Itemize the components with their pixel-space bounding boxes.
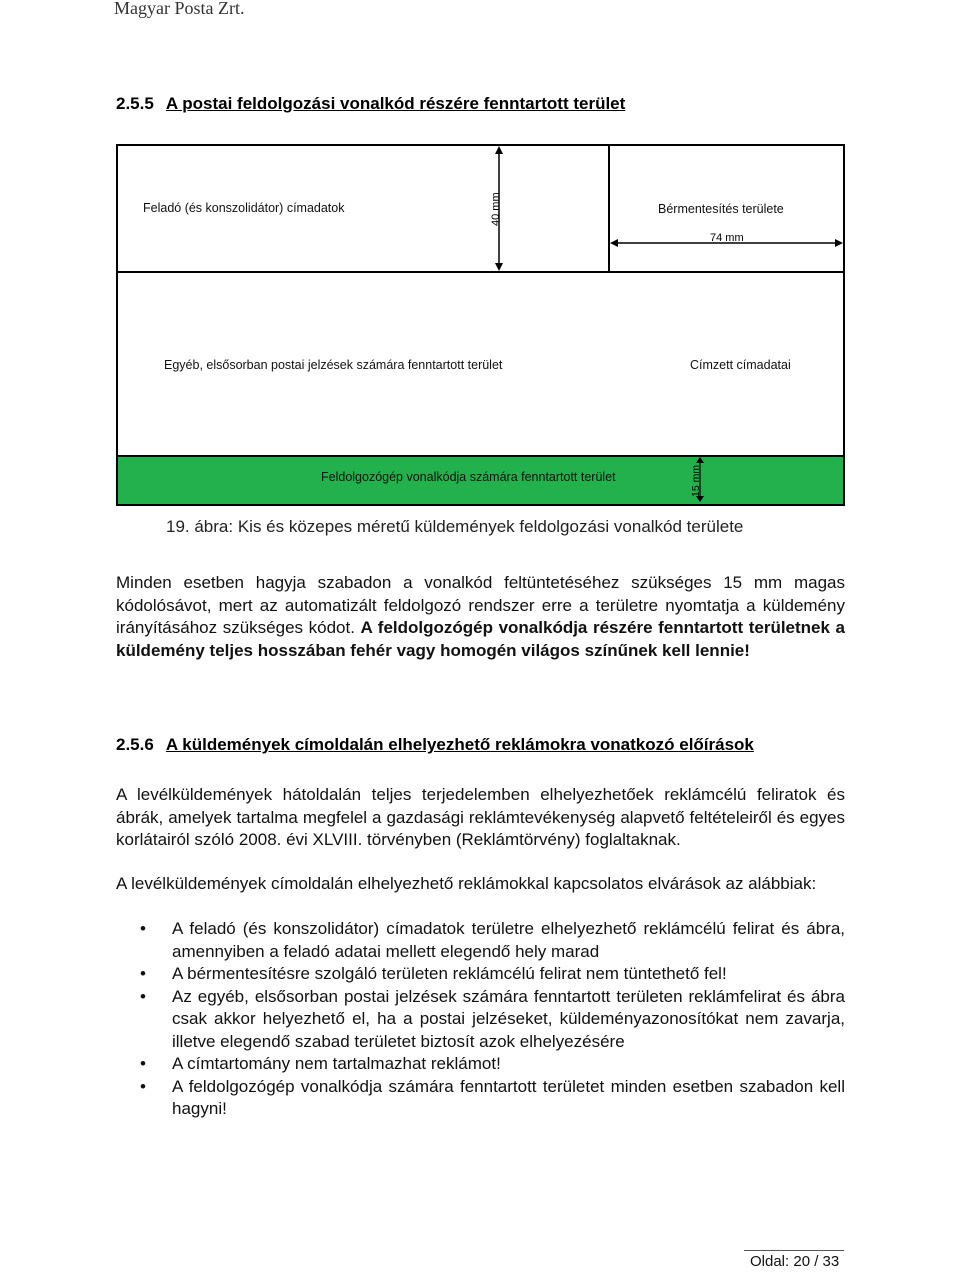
section-title: A postai feldolgozási vonalkód részére fenntartott terület xyxy=(165,94,626,113)
list-item-text: A bérmentesítésre szolgáló területen reklámcélú felirat nem tüntethető fel! xyxy=(172,964,727,983)
page-number: Oldal: 20 / 33 xyxy=(750,1253,840,1270)
bullet-icon: • xyxy=(140,964,146,983)
section-heading-2-5-5 xyxy=(116,94,625,114)
footer-divider xyxy=(744,1250,844,1251)
franking-area-label: Bérmentesítés területe xyxy=(658,202,784,216)
list-item-text: A feladó (és konszolidátor) címadatok területre elhelyezhető reklámcélú felirat és ábra, amennyiben a feladó adatai mellett elegendő hely marad xyxy=(172,919,845,961)
barcode-zone xyxy=(118,455,843,504)
list-item xyxy=(116,1053,845,1076)
barcode-zone-label: Feldolgozógép vonalkódja számára fenntartott terület xyxy=(321,470,616,484)
sender-area-label: Feladó (és konszolidátor) címadatok xyxy=(143,201,345,215)
diagram-divider-horizontal xyxy=(118,271,843,273)
list-item xyxy=(116,986,845,1054)
section-number: 2.5.5 xyxy=(116,94,154,113)
bullet-icon: • xyxy=(140,1054,146,1073)
recipient-area-label: Címzett címadatai xyxy=(690,358,791,372)
list-item-text: A feldolgozógép vonalkódja számára fenntartott területet minden esetben szabadon kell hagyni! xyxy=(172,1076,845,1118)
section-title: A küldemények címoldalán elhelyezhető reklámokra vonatkozó előírások xyxy=(165,735,754,754)
dimension-15mm: 15 mm xyxy=(690,464,702,497)
requirements-list xyxy=(116,918,845,1121)
bullet-icon: • xyxy=(140,986,146,1006)
bullet-icon: • xyxy=(140,919,146,938)
dimension-40mm: 40 mm xyxy=(490,192,502,226)
section-number: 2.5.6 xyxy=(116,735,154,754)
running-header: Magyar Posta Zrt. xyxy=(114,0,245,18)
list-item xyxy=(116,963,845,986)
list-item-text: A címtartomány nem tartalmazhat reklámot! xyxy=(172,1054,501,1073)
paragraph-front-side-intro: A levélküldemények címoldalán elhelyezhető reklámokkal kapcsolatos elvárások az alábbiak: xyxy=(116,874,817,893)
list-item xyxy=(116,1076,845,1121)
paragraph-barcode-bold: A feldolgozógép vonalkódja részére fenntartott területnek a küldemény teljes hosszában fehér vagy homogén világos színűnek kell lennie! xyxy=(116,618,846,660)
section-heading-2-5-6 xyxy=(116,735,754,755)
paragraph-barcode-text: Minden esetben hagyja szabadon a vonalkód feltüntetéséhez szükséges 15 mm magas kódolósávot, mert az automatizált feldolgozó rendszer erre a területre nyomtatja a küldemény irányításához szükséges kódot. xyxy=(116,573,845,637)
dimension-74mm: 74 mm xyxy=(710,232,744,244)
paragraph-barcode xyxy=(116,572,845,662)
other-marks-area-label: Egyéb, elsősorban postai jelzések számára fenntartott terület xyxy=(164,358,503,372)
list-item xyxy=(116,918,845,963)
paragraph-back-side: A levélküldemények hátoldalán teljes terjedelemben elhelyezhetőek reklámcélú feliratok és ábrák, amelyek tartalma megfelel a gazdasági reklámtevékenység alapvető feltételeiről és egyes korlátairól szóló 2008. évi XLVIII. törvényben (Reklámtörvény) foglaltaknak. xyxy=(116,785,845,849)
list-item-text: Az egyéb, elsősorban postai jelzések számára fenntartott területen reklámfelirat és ábra csak akkor helyezhető el, ha a postai jelzéseket, küldeményazonosítókat nem zavarja, illetve elegendő szabad területet biztosít azok elhelyezésére xyxy=(172,986,845,1051)
diagram-divider-vertical xyxy=(608,146,610,271)
figure-caption: 19. ábra: Kis és közepes méretű küldemények feldolgozási vonalkód területe xyxy=(166,517,744,536)
bullet-icon: • xyxy=(140,1076,146,1096)
envelope-diagram xyxy=(116,144,845,506)
